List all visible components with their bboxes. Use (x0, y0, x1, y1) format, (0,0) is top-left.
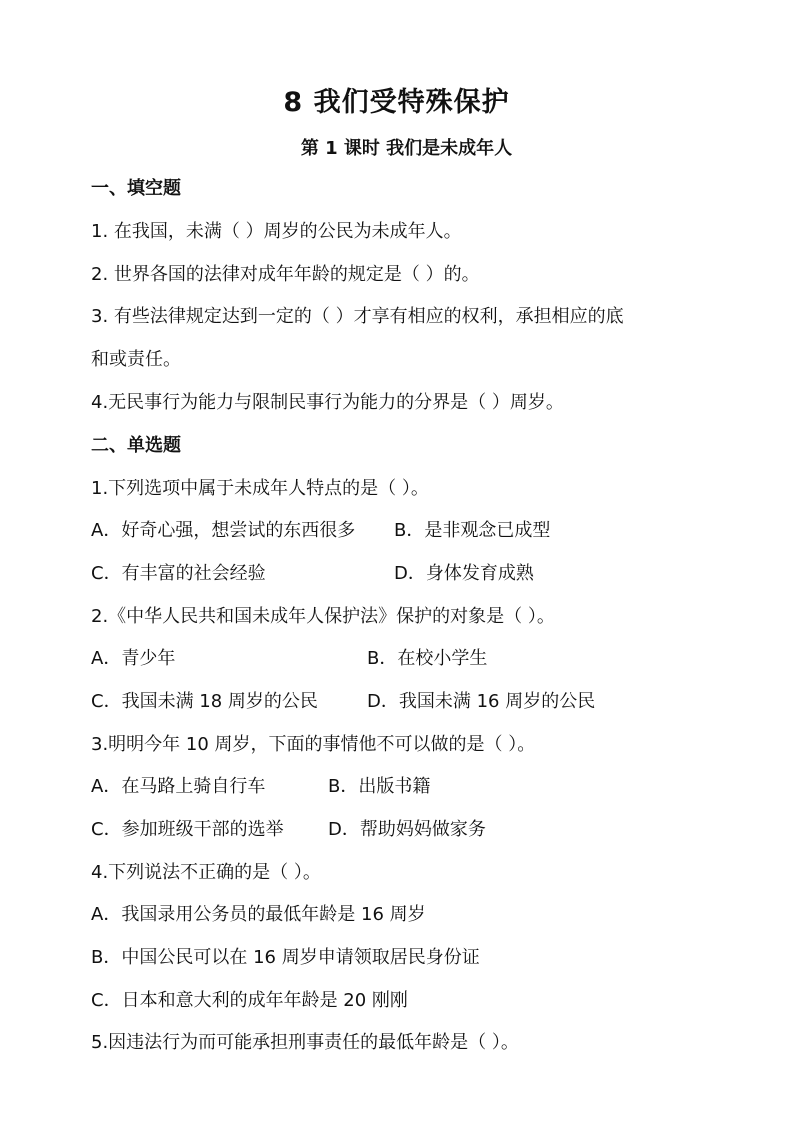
q1-option-d: D．身体发育成熟 (394, 563, 534, 584)
section-heading-single-choice: 二、单选题 (91, 435, 181, 456)
q1-option-b: B．是非观念已成型 (394, 520, 551, 541)
choice-question-1-stem: 1.下列选项中属于未成年人特点的是（ ）。 (91, 478, 429, 499)
q4-option-a: A．我国录用公务员的最低年龄是 16 周岁 (91, 904, 426, 925)
choice-question-3-stem: 3.明明今年 10 周岁，下面的事情他不可以做的是（ ）。 (91, 734, 536, 755)
q1-option-c: C．有丰富的社会经验 (91, 563, 266, 584)
fill-blank-question-4: 4.无民事行为能力与限制民事行为能力的分界是（ ）周岁。 (91, 392, 564, 413)
q4-option-c: C．日本和意大利的成年年龄是 20 刚刚 (91, 990, 408, 1011)
q3-option-a: A．在马路上骑自行车 (91, 776, 266, 797)
q1-option-a: A．好奇心强，想尝试的东西很多 (91, 520, 356, 541)
section-heading-fill-blank: 一、填空题 (91, 178, 181, 199)
choice-question-2-stem: 2.《中华人民共和国未成年人保护法》保护的对象是（ ）。 (91, 606, 555, 627)
fill-blank-question-1: 1. 在我国，未满（ ）周岁的公民为未成年人。 (91, 221, 462, 242)
q2-option-a: A．青少年 (91, 648, 176, 669)
page-title: 8 我们受特殊保护 (283, 87, 510, 118)
fill-blank-question-3: 3. 有些法律规定达到一定的（ ）才享有相应的权利，承担相应的底 (91, 306, 624, 327)
fill-blank-question-2: 2. 世界各国的法律对成年年龄的规定是（ ）的。 (91, 264, 480, 285)
q3-option-d: D．帮助妈妈做家务 (328, 819, 486, 840)
q3-option-b: B．出版书籍 (328, 776, 431, 797)
q2-option-b: B．在校小学生 (367, 648, 488, 669)
choice-question-5-stem: 5.因违法行为而可能承担刑事责任的最低年龄是（ ）。 (91, 1032, 519, 1053)
q4-option-b: B．中国公民可以在 16 周岁申请领取居民身份证 (91, 947, 480, 968)
choice-question-4-stem: 4.下列说法不正确的是（ ）。 (91, 862, 321, 883)
q3-option-c: C．参加班级干部的选举 (91, 819, 284, 840)
lesson-subtitle: 第 1 课时 我们是未成年人 (300, 138, 513, 159)
q2-option-d: D．我国未满 16 周岁的公民 (367, 691, 596, 712)
fill-blank-question-3-continued: 和或责任。 (91, 349, 181, 370)
q2-option-c: C．我国未满 18 周岁的公民 (91, 691, 318, 712)
